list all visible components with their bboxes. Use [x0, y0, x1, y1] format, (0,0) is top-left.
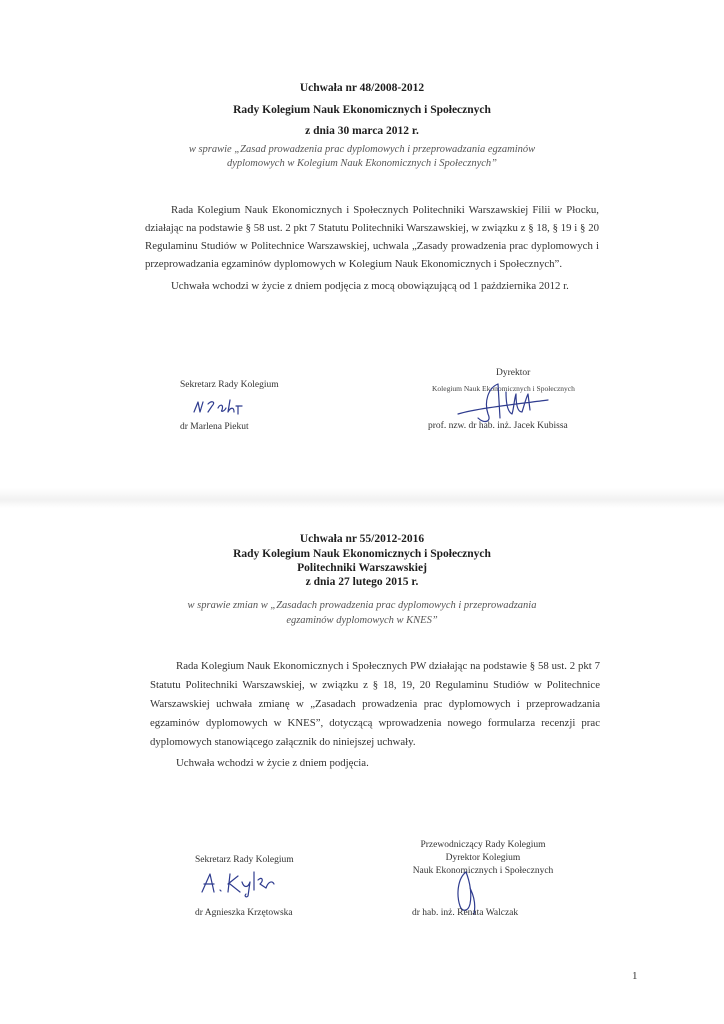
resolution2-paragraph1: Rada Kolegium Nauk Ekonomicznych i Społecznych PW działając na podstawie § 58 ust. 2 pkt 7 Statutu Politechniki Warszawskiej, w związku z § 18, 19, 20 Regulaminu Studiów w Politechnice Warszawskiej uchwała zmianę w „Zasadach prowadzenia prac dyplomowych i przeprowadzania egzaminów dyplomowych w KNES”, dotyczącą wprowadzenia nowego formularza recenzji prac dyplomowych stanowiącego załącznik do niniejszej uchwały. — [150, 660, 600, 748]
resolution2-title: Uchwała nr 55/2012-2016 — [299, 533, 425, 545]
resolution1-subject-line2: dyplomowych w Kolegium Nauk Ekonomicznych i Społecznych” — [226, 158, 498, 169]
resolution1-left-signature — [190, 396, 270, 418]
resolution2-date: z dnia 27 lutego 2015 r. — [305, 576, 419, 588]
scan-seam — [0, 488, 724, 508]
resolution2-body — [150, 657, 600, 773]
resolution1-left-sig-role: Sekretarz Rady Kolegium — [180, 380, 279, 390]
resolution1-right-sig-role: Dyrektor — [496, 368, 531, 378]
resolution1-council: Rady Kolegium Nauk Ekonomicznych i Społecznych — [233, 104, 491, 116]
resolution1-body — [145, 201, 599, 295]
resolution2-right-sig-role1: Przewodniczący Rady Kolegium — [420, 840, 546, 850]
resolution2-paragraph2: Uchwała wchodzi w życie z dniem podjęcia. — [176, 757, 369, 769]
resolution1-subject-line1: w sprawie „Zasad prowadzenia prac dyplomowych i przeprowadzania egzaminów — [188, 144, 536, 155]
resolution2-right-sig-unit: Nauk Ekonomicznych i Społecznych — [412, 866, 554, 876]
resolution1-right-sig-name: prof. nzw. dr hab. inż. Jacek Kubissa — [428, 421, 568, 431]
resolution1-left-sig-name: dr Marlena Piekut — [180, 422, 249, 432]
resolution2-council: Rady Kolegium Nauk Ekonomicznych i Społecznych — [233, 548, 491, 560]
resolution2-subject-line1: w sprawie zmian w „Zasadach prowadzenia prac dyplomowych i przeprowadzania — [187, 600, 537, 611]
resolution1-title: Uchwała nr 48/2008-2012 — [299, 82, 425, 94]
resolution1-date: z dnia 30 marca 2012 r. — [305, 125, 419, 137]
resolution2-left-sig-name: dr Agnieszka Krzętowska — [195, 908, 293, 918]
resolution1-paragraph1: Rada Kolegium Nauk Ekonomicznych i Społecznych Politechniki Warszawskiej Filii w Płocku, działając na podstawie § 58 ust. 2 pkt 7 Statutu Politechniki Warszawskiej, w związku z § 18, § 19 i § 20 Regulaminu Studiów w Politechnice Warszawskiej, uchwala „Zasady prowadzenia prac dyplomowych i przeprowadzania egzaminów dyplomowych w Kolegium Nauk Ekonomicznych i Społecznych”. — [145, 204, 599, 270]
resolution1-right-sig-unit: Kolegium Nauk Ekonomicznych i Społecznych — [432, 384, 575, 393]
resolution2-left-sig-role: Sekretarz Rady Kolegium — [195, 855, 294, 865]
resolution2-subject-line2: egzaminów dyplomowych w KNES” — [286, 615, 438, 626]
resolution2-university: Politechniki Warszawskiej — [297, 562, 427, 574]
page-number: 1 — [632, 970, 638, 982]
resolution2-left-signature — [196, 866, 296, 898]
resolution1-paragraph2: Uchwała wchodzi w życie z dniem podjęcia z mocą obowiązującą od 1 października 2012 r. — [171, 280, 569, 292]
resolution2-right-sig-name: dr hab. inż. Renata Walczak — [412, 908, 519, 918]
resolution2-right-sig-role2: Dyrektor Kolegium — [445, 853, 521, 863]
